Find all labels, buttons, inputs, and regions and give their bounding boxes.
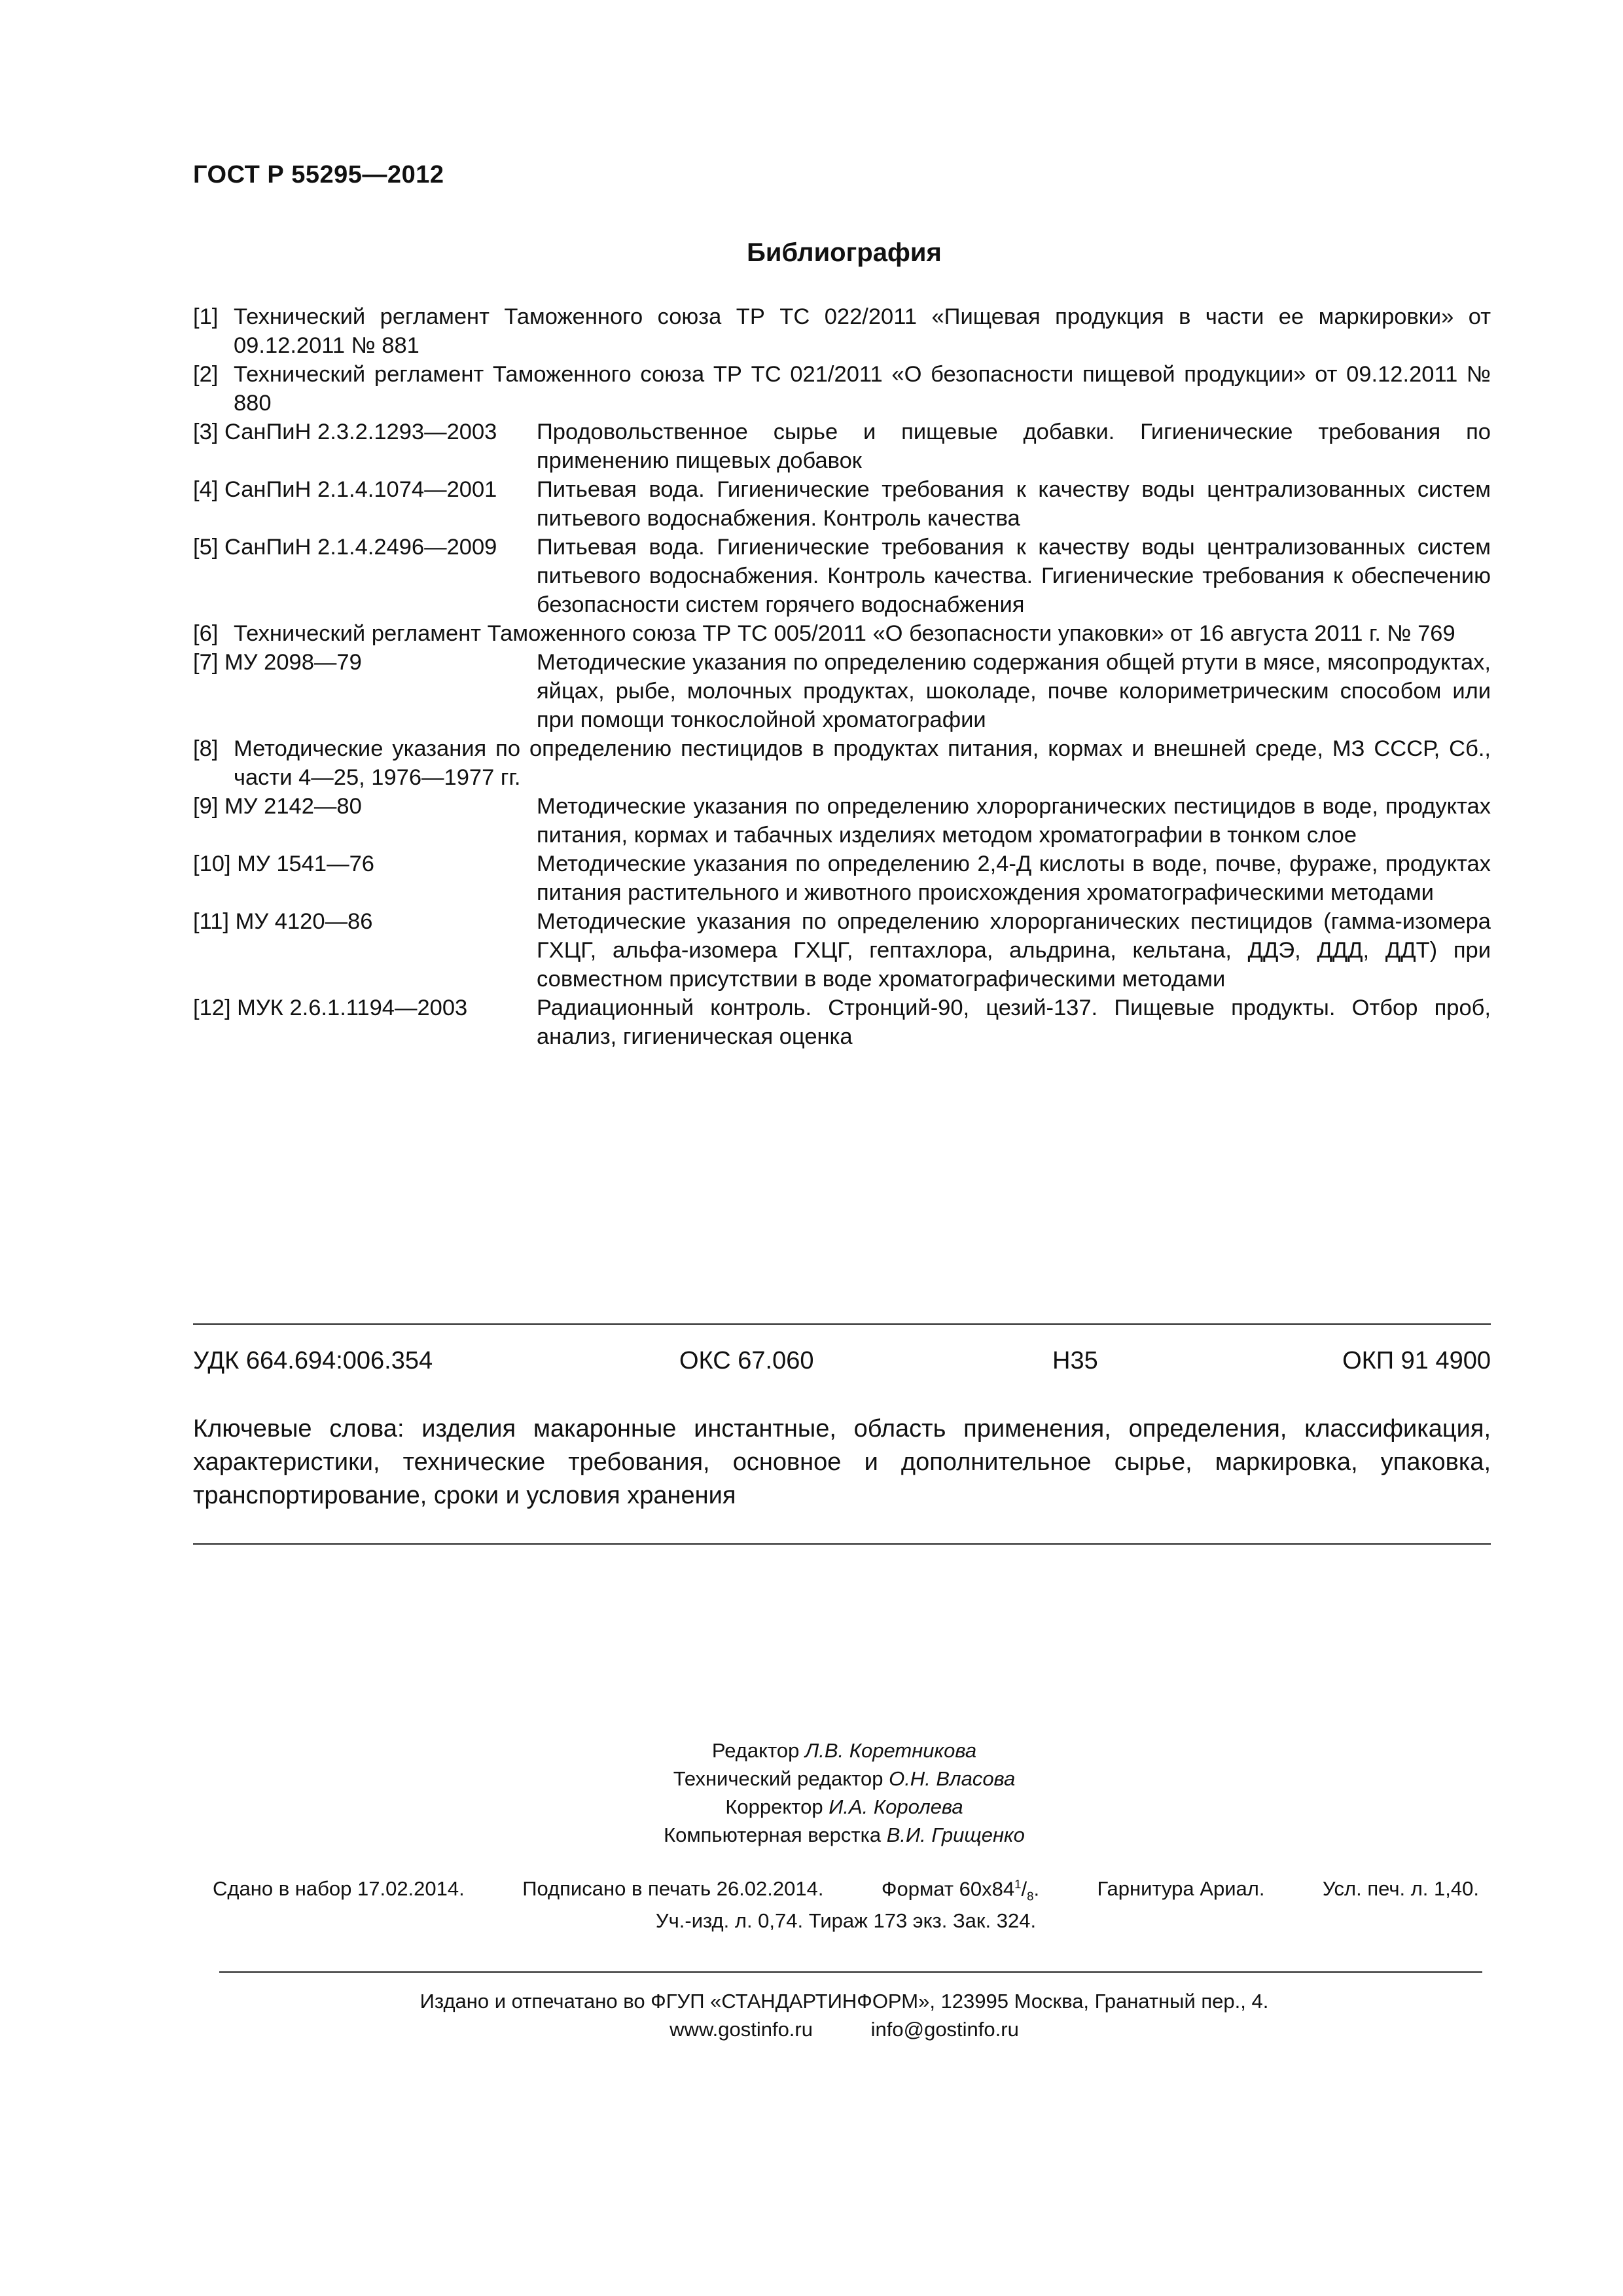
bib-entry-number: [8] — [193, 736, 219, 761]
bib-entry-8 — [193, 734, 1491, 792]
paper-format: Формат $60х84^1/_8$. — [881, 1877, 1040, 1903]
bib-entry-6 — [193, 619, 1491, 648]
bibliography-list — [193, 302, 1491, 1051]
bib-entry-text: Питьевая вода. Гигиенические требования к качеству воды централизованных систем питьевого водоснабжения. Контроль качества. Гигиенические требования к обеспечению безопасности систем горячего водоснабжения — [537, 535, 1491, 617]
bib-entry-text: Технический регламент Таможенного союза ТР ТС 021/2011 «О безопасности пищевой продукции» от 09.12.2011 № 880 — [234, 362, 1491, 416]
bib-entry-label: [11] МУ 4120—86 — [193, 909, 373, 934]
bib-entry-9 — [193, 792, 1491, 850]
footer-links — [0, 2015, 1623, 2043]
publisher-info: Издано и отпечатано во ФГУП «СТАНДАРТИНФОРМ», 123995 Москва, Гранатный пер., 4. — [419, 1990, 1269, 2013]
publisher-footer — [0, 1987, 1623, 2043]
bib-entry-label: [9] МУ 2142—80 — [193, 794, 362, 819]
print-info-second-line: Уч.-изд. л. 0,74. Тираж 173 экз. Зак. 324. — [655, 1909, 1037, 1932]
editor-line — [0, 1736, 1623, 1765]
bib-entry-3 — [193, 418, 1491, 475]
bibliography-title: Библиография — [747, 238, 942, 267]
editor-label: Редактор — [711, 1739, 800, 1762]
tech-editor-line — [0, 1765, 1623, 1793]
layout-label: Компьютерная верстка — [664, 1823, 882, 1846]
bib-entry-text: Продовольственное сырье и пищевые добавки. Гигиенические требования по применению пищевых добавок — [537, 420, 1491, 473]
corrector-name: И.А. Королева — [829, 1795, 963, 1818]
bib-entry-1 — [193, 302, 1491, 360]
bib-entry-text: Методические указания по определению пестицидов в продуктах питания, кормах и внешней среде, МЗ СССР, Сб., части 4—25, 1976—1977 гг. — [234, 736, 1491, 790]
bib-entry-10 — [193, 850, 1491, 907]
udk-code: УДК 664.694:006.354 — [193, 1347, 433, 1374]
bib-entry-label: [4] СанПиН 2.1.4.1074—2001 — [193, 477, 497, 502]
bib-entry-label: [12] МУК 2.6.1.1194—2003 — [193, 996, 468, 1020]
bib-entry-text: Технический регламент Таможенного союза ТР ТС 022/2011 «Пищевая продукция в части ее маркировки» от 09.12.2011 № 881 — [234, 304, 1491, 358]
bib-entry-text: Методические указания по определению хлорорганических пестицидов в воде, продуктах питания, кормах и табачных изделиях методом хроматографии в тонком слое — [537, 794, 1491, 848]
bib-entry-label: [3] СанПиН 2.3.2.1293—2003 — [193, 420, 497, 444]
email-link[interactable]: info@gostinfo.ru — [870, 2018, 1019, 2041]
bib-entry-text: Радиационный контроль. Стронций-90, цезий-137. Пищевые продукты. Отбор проб, анализ, гигиеническая оценка — [537, 996, 1491, 1049]
bib-entry-5 — [193, 533, 1491, 619]
editorial-staff — [0, 1736, 1623, 1849]
signed-date: Подписано в печать 26.02.2014. — [522, 1877, 824, 1900]
bib-entry-text: Методические указания по определению хлорорганических пестицидов (гамма-изомера ГХЦГ, альфа-изомера ГХЦГ, гептахлора, альдрина, кельтана, ДДЭ, ДДД, ДДТ) при совместном присутствии в воде хроматографическими методами — [537, 909, 1491, 992]
bib-entry-number: [2] — [193, 362, 219, 387]
bib-entry-4 — [193, 475, 1491, 533]
layout-name: В.И. Грищенко — [886, 1823, 1025, 1846]
divider-top — [193, 1323, 1491, 1325]
bib-entry-7 — [193, 648, 1491, 734]
divider-bottom — [193, 1543, 1491, 1545]
oks-code: ОКС 67.060 — [679, 1347, 814, 1374]
document-code: ГОСТ Р 55295—2012 — [193, 161, 444, 188]
bib-entry-label: [10] МУ 1541—76 — [193, 852, 374, 876]
bib-entry-label: [5] СанПиН 2.1.4.2496—2009 — [193, 535, 497, 560]
print-info-row — [213, 1877, 1479, 1904]
bib-entry-text: Технический регламент Таможенного союза ТР ТС 005/2011 «О безопасности упаковки» от 16 августа 2011 г. № 769 — [234, 621, 1455, 646]
tech-editor-label: Технический редактор — [673, 1767, 883, 1790]
n-code: Н35 — [1052, 1347, 1098, 1374]
bib-entry-2 — [193, 360, 1491, 418]
bib-entry-11 — [193, 907, 1491, 994]
bib-entry-number: [1] — [193, 304, 219, 329]
bib-entry-text: Питьевая вода. Гигиенические требования к качеству воды централизованных систем питьевого водоснабжения. Контроль качества — [537, 477, 1491, 531]
tech-editor-name: О.Н. Власова — [889, 1767, 1016, 1790]
print-sheets: Усл. печ. л. 1,40. — [1322, 1877, 1479, 1900]
website-link[interactable]: www.gostinfo.ru — [669, 2018, 813, 2041]
okp-code: ОКП 91 4900 — [1342, 1347, 1491, 1374]
bib-entry-number: [6] — [193, 621, 219, 646]
corrector-label: Корректор — [725, 1795, 823, 1818]
editor-name: Л.В. Коретникова — [804, 1739, 977, 1762]
corrector-line — [0, 1793, 1623, 1821]
print-info — [213, 1877, 1479, 1933]
typeface: Гарнитура Ариал. — [1097, 1877, 1265, 1900]
layout-line — [0, 1821, 1623, 1849]
bib-entry-text: Методические указания по определению содержания общей ртути в мясе, мясопродуктах, яйцах, рыбе, молочных продуктах, шоколаде, почве колориметрическим способом или при помощи тонкослойной хроматографии — [537, 650, 1491, 732]
divider-footer — [219, 1971, 1482, 1973]
bib-entry-12 — [193, 994, 1491, 1051]
bib-entry-text: Методические указания по определению 2,4-Д кислоты в воде, почве, фураже, продуктах питания растительного и животного происхождения хроматографическими методами — [537, 852, 1491, 905]
bib-entry-label: [7] МУ 2098—79 — [193, 650, 362, 675]
keywords: Ключевые слова: изделия макаронные инстантные, область применения, определения, классификация, характеристики, технические требования, основное и дополнительное сырье, маркировка, упаковка, транспортирование, сроки и условия хранения — [193, 1415, 1491, 1509]
submitted-date: Сдано в набор 17.02.2014. — [213, 1877, 465, 1900]
